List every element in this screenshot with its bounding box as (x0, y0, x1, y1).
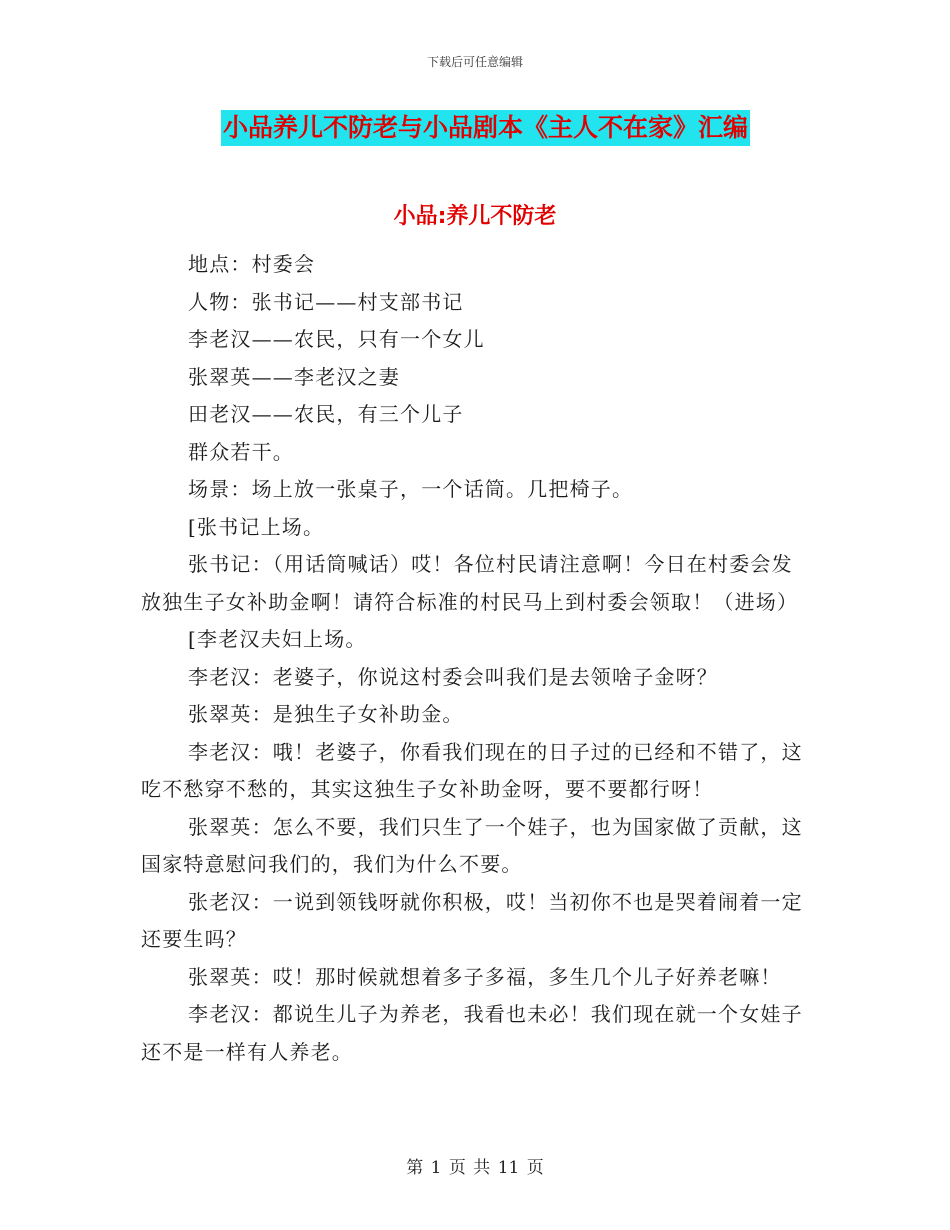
paragraph: 张翠英：怎么不要，我们只生了一个娃子，也为国家做了贡献，这国家特意慰问我们的，我们为什么不要。 (141, 814, 803, 876)
paragraph: 张翠英：哎！那时候就想着多子多福，多生几个儿子好养老嘛！ (188, 964, 782, 989)
paragraph: 场景：场上放一张桌子，一个话筒。几把椅子。 (188, 477, 634, 501)
page-number: 第 1 页 共 11 页 (406, 1158, 544, 1178)
paragraph: 群众若干。 (188, 439, 294, 464)
paragraph: 李老汉：都说生儿子为养老，我看也未必！我们现在就一个女娃子还不是一样有人养老。 (141, 1002, 803, 1064)
paragraph: 李老汉：哦！老婆子，你看我们现在的日子过的已经和不错了，这吃不愁穿不愁的，其实这独生子女补助金呀，要不要都行呀！ (141, 739, 803, 801)
paragraph: [张书记上场。 (188, 514, 325, 539)
section-title: 小品:养儿不防老 (393, 204, 557, 229)
paragraph: 张老汉：一说到领钱呀就你积极，哎！当初你不也是哭着闹着一定还要生吗？ (141, 889, 803, 951)
paragraph: 李老汉：老婆子，你说这村委会叫我们是去领啥子金呀？ (188, 664, 718, 689)
script-body (141, 246, 811, 1071)
header-note: 下载后可任意编辑 (426, 55, 523, 69)
paragraph: 地点：村委会 (188, 252, 316, 276)
paragraph: 田老汉——农民，有三个儿子 (188, 402, 464, 426)
paragraph: 张翠英：是独生子女补助金。 (188, 702, 464, 726)
paragraph: 张翠英——李老汉之妻 (188, 364, 400, 389)
paragraph: [李老汉夫妇上场。 (188, 627, 367, 651)
document-title: 小品养儿不防老与小品剧本《主人不在家》汇编 (221, 110, 750, 146)
paragraph: 人物：张书记——村支部书记 (188, 289, 464, 314)
paragraph: 张书记：（用话筒喊话）哎！各位村民请注意啊！今日在村委会发放独生子女补助金啊！请符合标准的村民马上到村委会领取！（进场） (141, 552, 799, 614)
paragraph: 李老汉——农民，只有一个女儿 (188, 327, 485, 351)
